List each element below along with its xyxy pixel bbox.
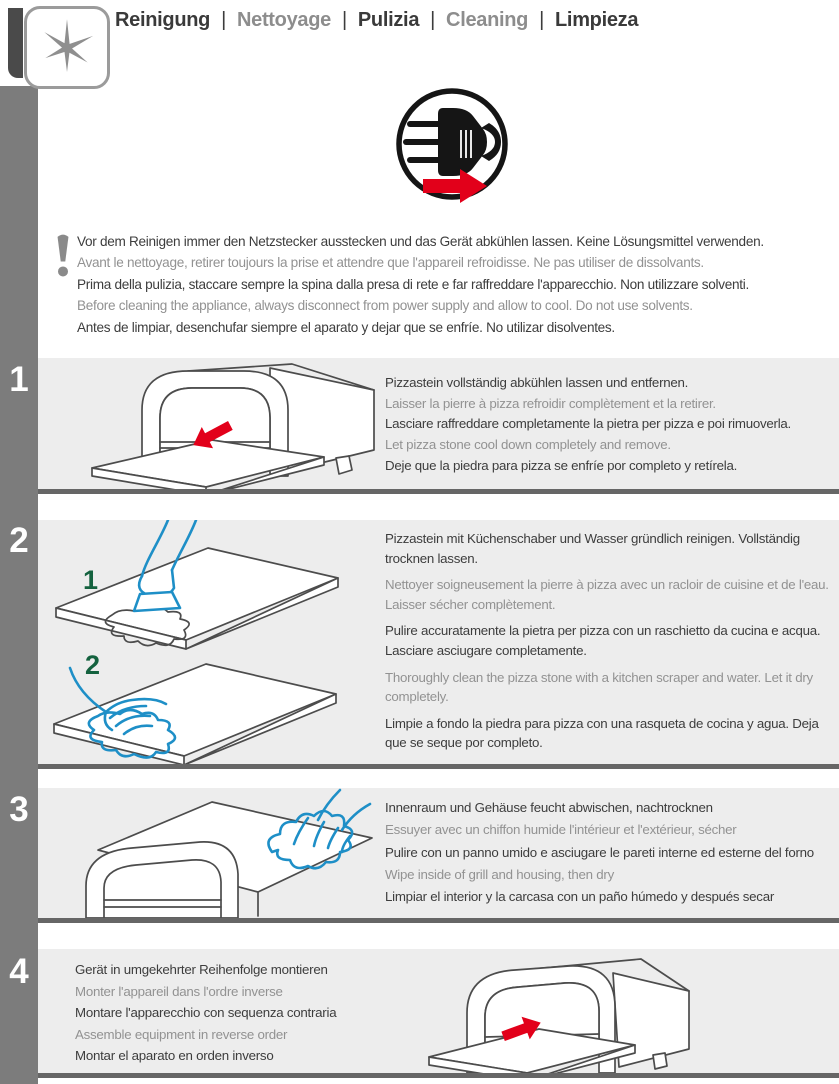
- step-1-line-fr: Laisser la pierre à pizza refroidir complètement et la retirer.: [385, 395, 716, 411]
- step-3-line-de: Innenraum und Gehäuse feucht abwischen, nachtrocknen: [385, 800, 713, 815]
- title-separator: |: [221, 9, 226, 31]
- step-2-section: [38, 520, 839, 769]
- step-2-line-fr: Nettoyer soigneusement la pierre à pizza avec un racloir de cuisine et de l'eau. Laisser sécher complètement.: [385, 577, 829, 612]
- step-3-section: [38, 788, 839, 923]
- sub-step-2-label: 2: [85, 650, 101, 680]
- reassemble-oven-figure: [423, 949, 835, 1078]
- step-3-line-it: Pulire con un panno umido e asciugare le pareti interne ed esterne del forno: [385, 844, 814, 860]
- clean-stone-figure: [40, 520, 382, 764]
- unplug-illustration: [393, 84, 511, 210]
- step-2-line-de: Pizzastein mit Küchenschaber und Wasser gründlich reinigen. Vollständig trocknen lassen.: [385, 531, 800, 566]
- title-separator: |: [539, 9, 545, 31]
- sub-step-1-label: 1: [83, 565, 99, 595]
- warning-line-fr: Avant le nettoyage, retirer toujours la prise et attendre que l'appareil refroidisse. Ne pas utiliser de dissolvants.: [77, 255, 704, 271]
- step-4-section: [38, 949, 839, 1078]
- title-es: Limpieza: [555, 9, 639, 31]
- step-3-line-fr: Essuyer avec un chiffon humide l'intérieur et l'extérieur, sécher: [385, 822, 737, 838]
- step-3-line-en: Wipe inside of grill and housing, then dry: [385, 866, 614, 882]
- step-2-line-en: Thoroughly clean the pizza stone with a kitchen scraper and water. Let it dry completely.: [385, 669, 813, 705]
- title-it: Pulizia: [357, 9, 420, 31]
- warning-line-es: Antes de limpiar, desenchufar siempre el aparato y dejar que se enfríe. No utilizar disolventes.: [77, 319, 615, 335]
- step-2-line-it: Pulire accuratamente la pietra per pizza con un raschietto da cucina e acqua. Lasciare asciugare completamente.: [385, 623, 821, 658]
- step-1-line-it: Lasciare raffreddare completamente la pietra per pizza e poi rimuoverla.: [385, 416, 791, 432]
- step-4-line-es: Montar el aparato en orden inverso: [75, 1048, 274, 1064]
- step-1-line-en: Let pizza stone cool down completely and remove.: [385, 437, 671, 453]
- warning-line-de: Vor dem Reinigen immer den Netzstecker ausstecken und das Gerät abkühlen lassen. Keine Lösungsmittel verwenden.: [77, 234, 764, 249]
- page-title: [115, 9, 638, 32]
- side-rail: [0, 86, 38, 1084]
- warning-line-it: Prima della pulizia, staccare sempre la spina dalla presa di rete e far raffreddare l'apparecchio. Non utilizzare solventi.: [77, 276, 749, 292]
- step-2-text: [385, 529, 833, 753]
- exclamation-icon: [53, 233, 73, 279]
- step-1-section: [38, 358, 839, 494]
- step-number-1: 1: [9, 360, 29, 399]
- brand-logo: [24, 6, 110, 89]
- title-fr: Nettoyage: [236, 9, 331, 31]
- power-plug-icon: [393, 84, 511, 210]
- warning-text: [77, 231, 837, 338]
- title-separator: |: [430, 9, 436, 31]
- step-4-text: [75, 959, 427, 1067]
- step-number-4: 4: [9, 952, 29, 991]
- title-de: Reinigung: [115, 9, 211, 31]
- wipe-oven-figure: [40, 788, 382, 918]
- warning-icon: [53, 233, 73, 284]
- step-1-line-es: Deje que la piedra para pizza se enfríe por completo y retírela.: [385, 457, 738, 473]
- step-2-line-es: Limpie a fondo la piedra para pizza con una rasqueta de cocina y agua. Deja que se seque por completo.: [385, 715, 819, 751]
- title-en: Cleaning: [446, 9, 529, 31]
- step-1-line-de: Pizzastein vollständig abkühlen lassen und entfernen.: [385, 375, 689, 390]
- step-3-line-es: Limpiar el interior y la carcasa con un paño húmedo y después secar: [385, 889, 775, 905]
- title-separator: |: [341, 9, 347, 31]
- warning-line-en: Before cleaning the appliance, always disconnect from power supply and allow to cool. Do not use solvents.: [77, 298, 693, 314]
- step-4-line-de: Gerät in umgekehrter Reihenfolge montieren: [75, 962, 328, 977]
- spark-star-icon: [37, 16, 97, 80]
- step-1-text: [385, 373, 835, 477]
- oven-remove-stone-figure: [40, 358, 382, 489]
- step-4-line-en: Assemble equipment in reverse order: [75, 1026, 288, 1042]
- step-4-line-it: Montare l'apparecchio con sequenza contraria: [75, 1005, 337, 1021]
- corner-tab: [8, 8, 23, 78]
- step-number-2: 2: [9, 521, 29, 560]
- step-number-3: 3: [9, 790, 29, 829]
- step-3-text: [385, 797, 835, 908]
- step-4-line-fr: Monter l'appareil dans l'ordre inverse: [75, 983, 283, 999]
